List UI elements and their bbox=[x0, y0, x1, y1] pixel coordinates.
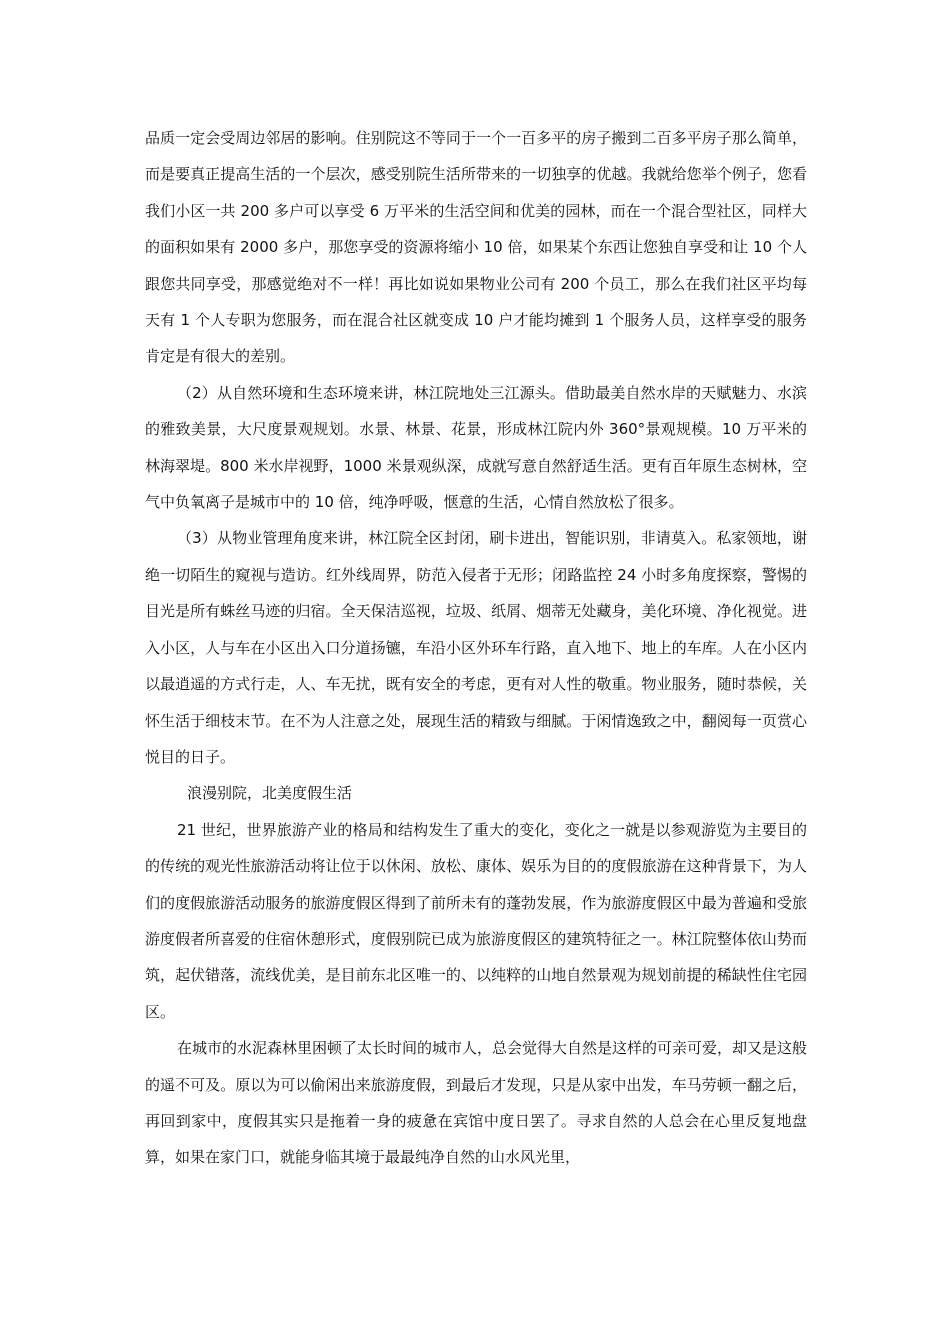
document-body bbox=[145, 120, 807, 1176]
paragraph-tourism: 21 世纪，世界旅游产业的格局和结构发生了重大的变化，变化之一就是以参观游览为主要目的的传统的观光性旅游活动将让位于以休闲、放松、康体、娱乐为目的的度假旅游在这种背景下，为人们的度假旅游活动服务的旅游度假区得到了前所未有的蓬勃发展，作为旅游度假区中最为普遍和受旅游度假者所喜爱的住宿休憩形式，度假别院已成为旅游度假区的建筑特征之一。林江院整体依山势而筑，起伏错落，流线优美，是目前东北区唯一的、以纯粹的山地自然景观为规划前提的稀缺性住宅园区。 bbox=[145, 820, 807, 1021]
paragraph-continuation: 品质一定会受周边邻居的影响。住别院这不等同于一个一百多平的房子搬到二百多平房子那么简单，而是要真正提高生活的一个层次，感受别院生活所带来的一切独享的优越。我就给您举个例子，您看我们小区一共 200 多户可以享受 6 万平米的生活空间和优美的园林，而在一个混合型社区，同样大的面积如果有 2000 多户，那您享受的资源将缩小 10 倍，如果某个东西让您独自享受和让 10 个人跟您共同享受，那感觉绝对不一样！再比如说如果物业公司有 200 个员工，那么在我们社区平均每天有 1 个人专职为您服务，而在混合社区就变成 10 户才能均摊到 1 个服务人员，这样享受的服务肯定是有很大的差别。 bbox=[145, 129, 807, 366]
paragraph-natural-environment: （2）从自然环境和生态环境来讲，林江院地处三江源头。借助最美自然水岸的天赋魅力、水滨的雅致美景，大尺度景观规划。水景、林景、花景，形成林江院内外 360°景观规模。10 万平米的林海翠堤。800 米水岸视野，1000 米景观纵深，成就写意自然舒适生活。更有百年原生态树林，空气中负氧离子是城市中的 10 倍，纯净呼吸，惬意的生活，心情自然放松了很多。 bbox=[145, 383, 807, 512]
section-heading: 浪漫别院，北美度假生活 bbox=[187, 784, 353, 803]
paragraph-city-dwellers: 在城市的水泥森林里困顿了太长时间的城市人，总会觉得大自然是这样的可亲可爱，却又是这般的遥不可及。原以为可以偷闲出来旅游度假，到最后才发现，只是从家中出发，车马劳顿一翻之后，再回到家中，度假其实只是拖着一身的疲惫在宾馆中度日罢了。寻求自然的人总会在心里反复地盘算，如果在家门口，就能身临其境于最最纯净自然的山水风光里， bbox=[145, 1039, 808, 1167]
paragraph-property-management: （3）从物业管理角度来讲，林江院全区封闭，刷卡进出，智能识别，非请莫入。私家领地，谢绝一切陌生的窥视与造访。红外线周界，防范入侵者于无形；闭路监控 24 小时多角度探察，警惕的目光是所有蛛丝马迹的归宿。全天保洁巡视，垃圾、纸屑、烟蒂无处藏身，美化环境、净化视觉。进入小区，人与车在小区出入口分道扬镳，车沿小区外环车行路，直入地下、地上的车库。人在小区内以最逍遥的方式行走，人、车无扰，既有安全的考虑，更有对人性的敬重。物业服务，随时恭候，关怀生活于细枝末节。在不为人注意之处，展现生活的精致与细腻。于闲情逸致之中，翻阅每一页赏心悦目的日子。 bbox=[145, 529, 807, 766]
